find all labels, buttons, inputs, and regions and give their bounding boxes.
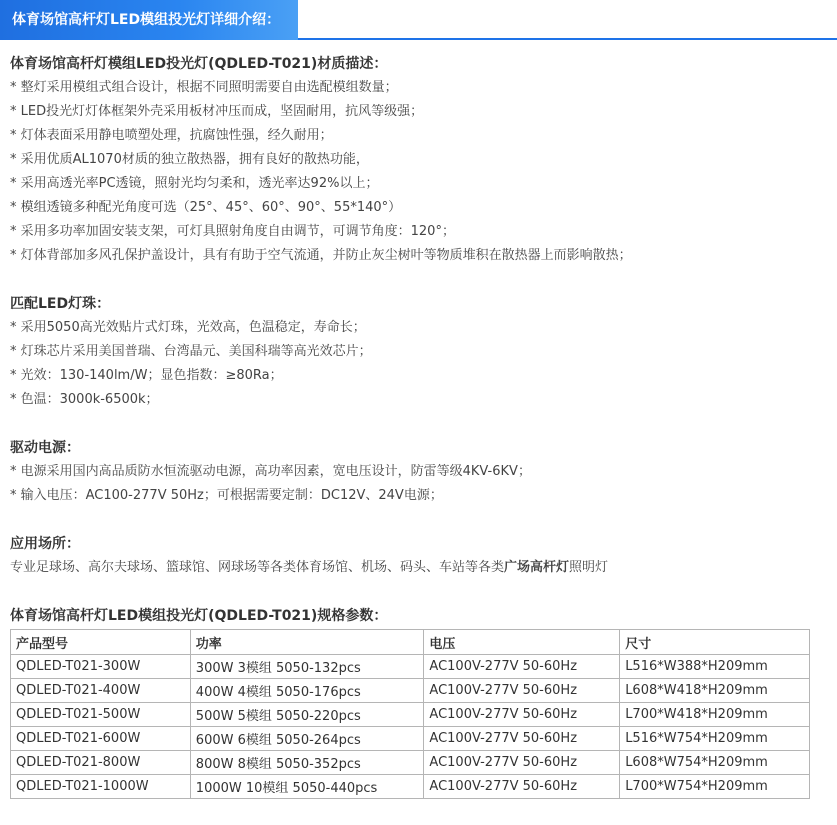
specs-cell-model: QDLED-T021-1000W (11, 775, 191, 799)
materials-item: * 采用优质AL1070材质的独立散热器，拥有良好的散热功能， (10, 152, 369, 167)
materials-title: 体育场馆高杆灯模组LED投光灯(QDLED-T021)材质描述： (10, 56, 388, 72)
specs-cell-voltage: AC100V-277V 50-60Hz (424, 751, 620, 775)
materials-item: * 采用高透光率PC透镜，照射光均匀柔和，透光率达92%以上； (10, 176, 379, 191)
specs-header-voltage: 电压 (424, 630, 620, 655)
table-row (11, 775, 810, 799)
table-row (11, 751, 810, 775)
materials-item: * LED投光灯灯体框架外壳采用板材冲压而成，坚固耐用，抗风等级强； (10, 104, 424, 119)
materials-item: * 整灯采用模组式组合设计，根据不同照明需要自由选配模组数量； (10, 80, 398, 95)
chips-item: * 采用5050高光效贴片式灯珠，光效高，色温稳定，寿命长； (10, 320, 366, 335)
specs-cell-size: L516*W388*H209mm (620, 655, 810, 679)
spacer (10, 580, 830, 604)
section-header-bar (0, 0, 837, 40)
specs-cell-size: L700*W754*H209mm (620, 775, 810, 799)
section-header-title: 体育场馆高杆灯LED模组投光灯详细介绍： (0, 0, 298, 40)
specs-cell-model: QDLED-T021-600W (11, 727, 191, 751)
specs-cell-power: 1000W 10模组 5050-440pcs (190, 775, 424, 799)
chips-title: 匹配LED灯珠： (10, 296, 111, 312)
specs-table (10, 629, 810, 799)
specs-cell-power: 800W 8模组 5050-352pcs (190, 751, 424, 775)
specs-cell-voltage: AC100V-277V 50-60Hz (424, 679, 620, 703)
chips-item: * 灯珠芯片采用美国普瑞、台湾晶元、美国科瑞等高光效芯片； (10, 344, 372, 359)
application-text-before: 专业足球场、高尔夫球场、篮球馆、网球场等各类体育场馆、机场、码头、车站等各类 (10, 560, 505, 575)
specs-cell-voltage: AC100V-277V 50-60Hz (424, 727, 620, 751)
specs-header-size: 尺寸 (620, 630, 810, 655)
specs-title: 体育场馆高杆灯LED模组投光灯(QDLED-T021)规格参数： (10, 608, 388, 624)
application-keyword-link[interactable]: 广场高杆灯 (504, 560, 570, 575)
table-row (11, 727, 810, 751)
specs-header-model: 产品型号 (11, 630, 191, 655)
specs-cell-size: L700*W418*H209mm (620, 703, 810, 727)
specs-cell-model: QDLED-T021-400W (11, 679, 191, 703)
chips-item: * 色温：3000k-6500k； (10, 392, 159, 407)
spacer (10, 508, 830, 532)
table-row (11, 655, 810, 679)
driver-title: 驱动电源： (10, 440, 80, 456)
specs-cell-power: 600W 6模组 5050-264pcs (190, 727, 424, 751)
specs-cell-voltage: AC100V-277V 50-60Hz (424, 703, 620, 727)
spacer (10, 268, 830, 292)
application-text (10, 556, 830, 580)
specs-header-row (11, 630, 810, 655)
materials-item: * 模组透镜多种配光角度可选（25°、45°、60°、90°、55*140°） (10, 200, 402, 215)
specs-cell-model: QDLED-T021-500W (11, 703, 191, 727)
application-text-after: 照明灯 (569, 560, 609, 575)
specs-cell-voltage: AC100V-277V 50-60Hz (424, 775, 620, 799)
specs-cell-size: L608*W754*H209mm (620, 751, 810, 775)
spacer (10, 412, 830, 436)
specs-cell-power: 400W 4模组 5050-176pcs (190, 679, 424, 703)
chips-item: * 光效：130-140lm/W；显色指数：≥80Ra； (10, 368, 283, 383)
specs-cell-model: QDLED-T021-300W (11, 655, 191, 679)
materials-item: * 采用多功率加固安装支架，可灯具照射角度自由调节，可调节角度：120°； (10, 224, 455, 239)
specs-cell-model: QDLED-T021-800W (11, 751, 191, 775)
description-content (10, 52, 830, 628)
application-title: 应用场所： (10, 536, 80, 552)
driver-item: * 电源采用国内高品质防水恒流驱动电源，高功率因素，宽电压设计，防雷等级4KV-6KV； (10, 464, 531, 479)
specs-cell-power: 500W 5模组 5050-220pcs (190, 703, 424, 727)
specs-cell-voltage: AC100V-277V 50-60Hz (424, 655, 620, 679)
materials-item: * 灯体背部加多风孔保护盖设计，具有有助于空气流通，并防止灰尘树叶等物质堆积在散热器上而影响散热； (10, 248, 632, 263)
table-row (11, 703, 810, 727)
driver-item: * 输入电压：AC100-277V 50Hz；可根据需要定制：DC12V、24V电源； (10, 488, 443, 503)
specs-cell-power: 300W 3模组 5050-132pcs (190, 655, 424, 679)
specs-header-power: 功率 (190, 630, 424, 655)
table-row (11, 679, 810, 703)
specs-cell-size: L516*W754*H209mm (620, 727, 810, 751)
materials-item: * 灯体表面采用静电喷塑处理，抗腐蚀性强，经久耐用； (10, 128, 333, 143)
specs-cell-size: L608*W418*H209mm (620, 679, 810, 703)
